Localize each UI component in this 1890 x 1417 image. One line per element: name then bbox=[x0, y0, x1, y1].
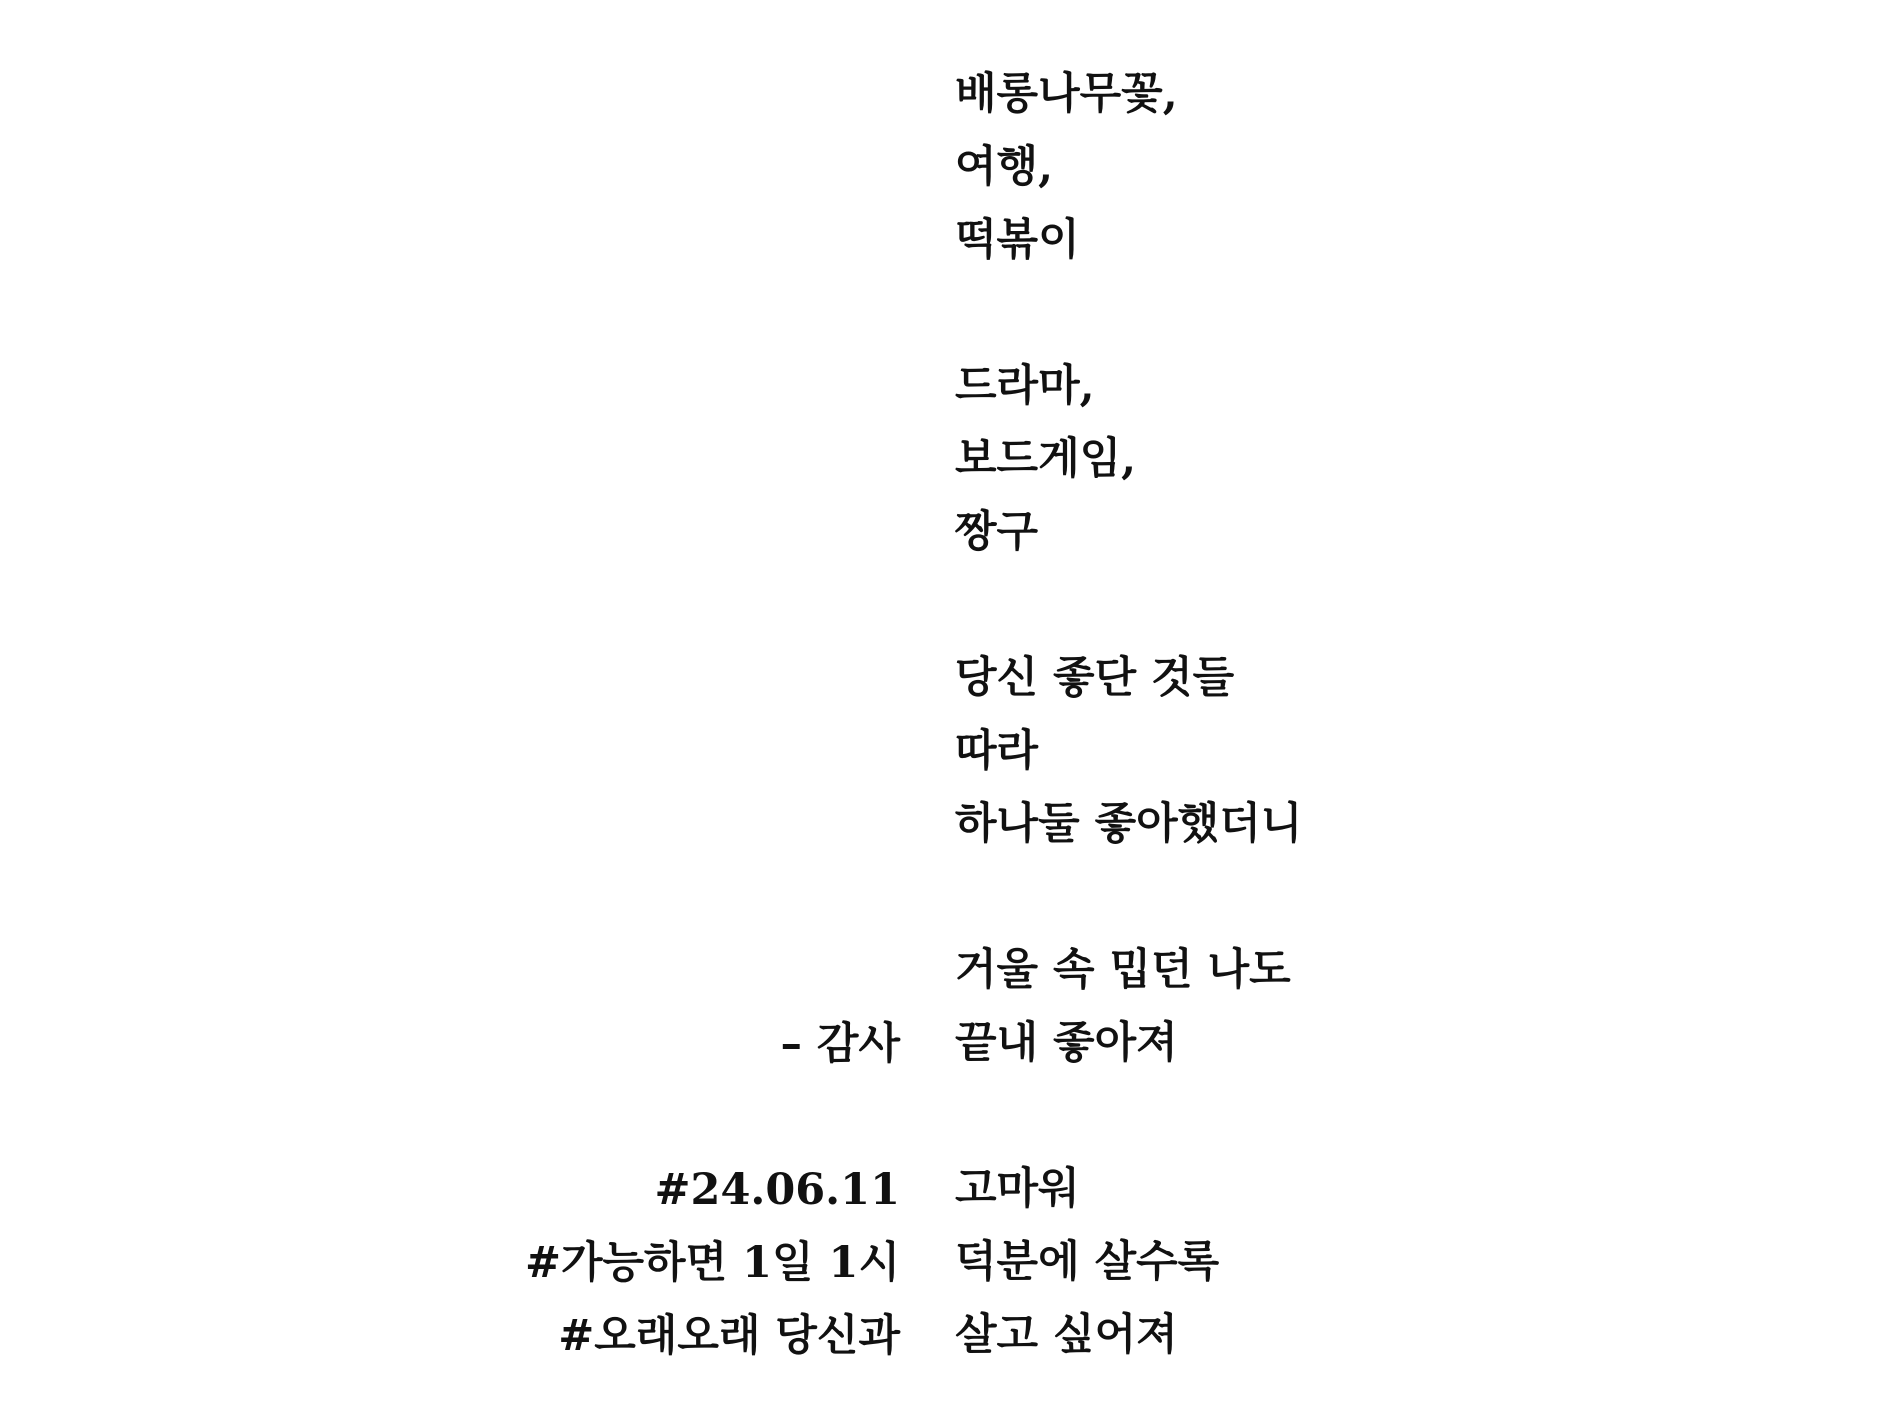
hashtag-list bbox=[525, 1154, 900, 1373]
poem-body bbox=[955, 58, 1302, 1372]
poem-line: 고마워 bbox=[955, 1164, 1080, 1214]
stanza-break bbox=[955, 277, 1302, 350]
poem-line: 끝내 좋아져 bbox=[955, 1018, 1178, 1068]
stanza-break bbox=[955, 569, 1302, 642]
poem-line: 따라 bbox=[955, 726, 1039, 776]
poem-line: 당신 좋단 것들 bbox=[955, 653, 1235, 703]
poem-line: 드라마, bbox=[955, 361, 1095, 411]
hashtag: #오래오래 당신과 bbox=[558, 1311, 900, 1361]
poem-line: 거울 속 밉던 나도 bbox=[955, 945, 1291, 995]
poem-title: – 감사 bbox=[780, 1019, 900, 1069]
poem-line: 보드게임, bbox=[955, 434, 1137, 484]
poem-line: 살고 싶어져 bbox=[955, 1310, 1178, 1360]
stanza-break bbox=[955, 861, 1302, 934]
stanza-break bbox=[955, 1080, 1302, 1153]
poem-line: 여행, bbox=[955, 142, 1054, 192]
poem-line: 하나둘 좋아했더니 bbox=[955, 799, 1303, 849]
poem-line: 덕분에 살수록 bbox=[955, 1237, 1220, 1287]
hashtag: #가능하면 1일 1시 bbox=[524, 1238, 900, 1288]
hashtag-date: #24.06.11 bbox=[654, 1165, 900, 1215]
poem-line: 떡볶이 bbox=[955, 215, 1080, 265]
poem-line: 짱구 bbox=[955, 507, 1039, 557]
poem-line: 배롱나무꽃, bbox=[955, 69, 1178, 119]
